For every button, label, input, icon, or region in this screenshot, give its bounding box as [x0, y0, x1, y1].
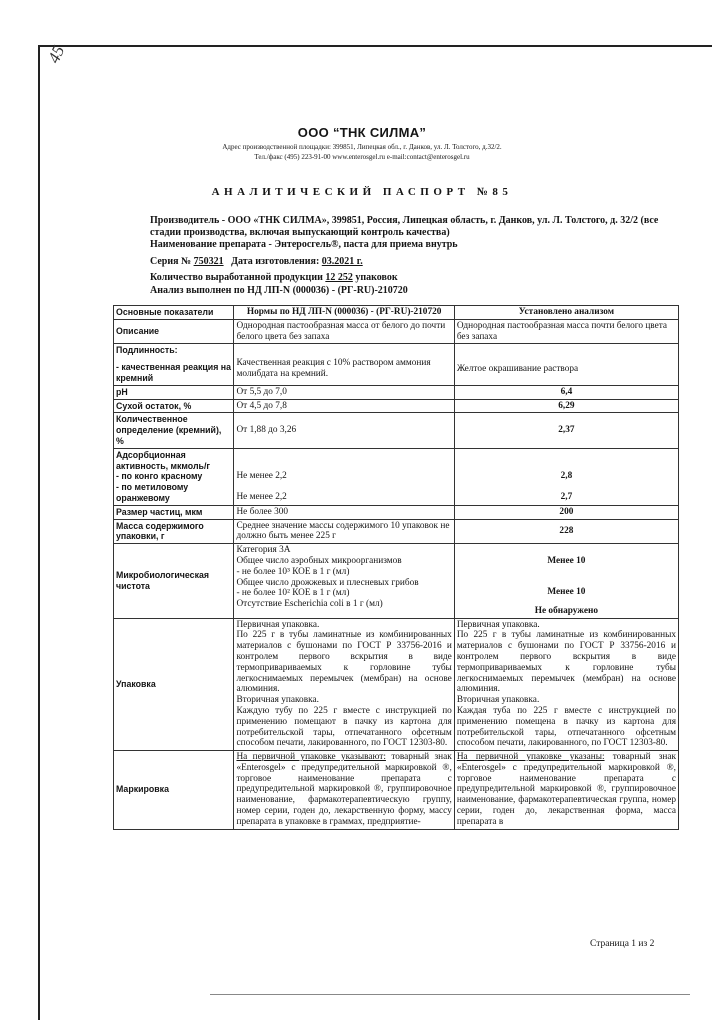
packaging-norm-p1: Первичная упаковка. — [236, 619, 320, 630]
packaging-norm-p4: Каждую тубу по 225 г вместе с инструкцией по применению помещают в пачку из картона для потребительской тары, отпечатанного офсетным способом печати, лакированного, по ГОСТ 12303-80. — [236, 705, 452, 749]
row-description-norm: Однородная пастообразная масса от белого до почти белого цвета без запаха — [234, 319, 454, 344]
packaging-result-p1: Первичная упаковка. — [456, 619, 540, 630]
adsorption-title: Адсорбционная активность, мкмоль/г — [116, 449, 211, 471]
row-adsorption-name — [114, 448, 234, 505]
micro-result-2: Менее 10 — [547, 586, 586, 597]
row-micro-name: Микробиологическая чистота — [114, 544, 234, 618]
table-row — [114, 344, 679, 385]
analysis-line — [150, 285, 670, 297]
row-silicon-norm: От 1,88 до 3,26 — [234, 413, 454, 448]
row-adsorption-norm — [234, 448, 454, 505]
series-label: Серия № — [150, 256, 192, 267]
table-row — [114, 385, 679, 399]
page-frame-bottom — [210, 994, 690, 995]
row-ph-norm: От 5,5 до 7,0 — [234, 385, 454, 399]
row-description-name: Описание — [114, 319, 234, 344]
company-name: ООО “ТНК СИЛМА” — [297, 125, 427, 140]
row-dry-result: 6,29 — [454, 399, 678, 413]
micro-line-3: - не более 10³ КОЕ в 1 г (мл) — [236, 566, 350, 577]
micro-line-5: - не более 10² КОЕ в 1 г (мл) — [236, 588, 350, 599]
marking-norm-text: товарный знак «Enterosgel» с предупредительной маркировкой ®, торговое наименование препарата с предупредительной маркировкой ®, группировочное наименование, фармакотерапевтическую группу, номер серии, годен до, лекарственную форму, массу препарата в упаковке в граммах, предприятие- — [236, 752, 452, 827]
page-number: Страница 1 из 2 — [590, 939, 655, 949]
date-label: Дата изготовления: — [231, 256, 320, 267]
row-dry-name: Сухой остаток, % — [114, 399, 234, 413]
row-marking-name: Маркировка — [114, 751, 234, 830]
row-mass-norm: Среднее значение массы содержимого 10 упаковок не должно быть менее 225 г — [234, 519, 454, 544]
adsorption-congo-label: - по конго красному — [116, 471, 203, 482]
table-row — [114, 448, 679, 505]
table-row — [114, 751, 679, 830]
row-description-result: Однородная пастообразная масса почти белого цвета без запаха — [454, 319, 678, 344]
micro-result-3: Не обнаружено — [534, 605, 599, 616]
adsorption-methyl-result: 2,7 — [560, 491, 573, 502]
series-line — [150, 256, 670, 268]
row-packaging-norm — [234, 618, 454, 751]
row-particle-name: Размер частиц, мкм — [114, 505, 234, 519]
quantity-value: 12 252 — [325, 272, 353, 283]
row-particle-norm: Не более 300 — [234, 505, 454, 519]
row-dry-norm: От 4,5 до 7,8 — [234, 399, 454, 413]
authenticity-subtitle: - качественная реакция на кремний — [116, 362, 231, 383]
micro-line-6: Отсутствие Escherichia coli в 1 г (мл) — [236, 599, 383, 610]
marking-result-text: товарный знак «Enterosgel» с предупредительной маркировкой ®, торговое наименование препарата с предупредительной маркировкой ®, группировочное наименование, фармакотерапевтическая группа, номер серии, годен до, лекарственная форма, масса препарата в — [456, 752, 677, 827]
header-norms: Нормы по НД ЛП-N (000036) - (РГ-RU)-210720 — [234, 306, 454, 320]
header-results: Установлено анализом — [454, 306, 678, 320]
row-packaging-name: Упаковка — [114, 618, 234, 751]
table-row — [114, 544, 679, 618]
table-row — [114, 618, 679, 751]
micro-line-2: Общее число аэробных микроорганизмов — [236, 555, 402, 566]
row-packaging-result — [454, 618, 678, 751]
row-mass-result: 228 — [454, 519, 678, 544]
marking-result-lead: На первичной упаковке указаны: — [456, 752, 605, 763]
adsorption-methyl-label: - по метиловому оранжевому — [116, 482, 189, 503]
packaging-result-p4: Каждая туба по 225 г вместе с инструкцией по применению помещена в пачку из картона для потребительской тары, отпечатанного офсетным способом печати, лакированного, по ГОСТ 12303-80. — [456, 705, 676, 749]
row-marking-norm — [234, 751, 454, 830]
packaging-norm-p3: Вторичная упаковка. — [236, 695, 319, 706]
table-row — [114, 399, 679, 413]
marking-norm-lead: На первичной упаковке указывают: — [236, 752, 386, 763]
row-ph-result: 6,4 — [454, 385, 678, 399]
analysis-table — [113, 305, 679, 830]
manufacturer-value: ООО «ТНК СИЛМА», 399851, Россия, Липецкая область, г. Данков, ул. Л. Толстого, д. 32/2 (все стадии производства, включая выпускающий контроль качества) — [150, 215, 659, 238]
adsorption-methyl-norm: Не менее 2,2 — [236, 491, 287, 502]
product-value: Энтеросгель®, паста для приема внутрь — [274, 239, 458, 250]
handwritten-note: 45 — [44, 42, 69, 67]
micro-result-1: Менее 10 — [547, 556, 586, 567]
row-marking-result — [454, 751, 678, 830]
row-particle-result: 200 — [454, 505, 678, 519]
table-row — [114, 519, 679, 544]
table-header-row — [114, 306, 679, 320]
product-label: Наименование препарата - — [150, 239, 272, 250]
quantity-label: Количество выработанной продукции — [150, 272, 323, 283]
row-authenticity-norm: Качественная реакция с 10% раствором аммония молибдата на кремний. — [234, 344, 454, 385]
table-row — [114, 319, 679, 344]
series-value: 750321 — [193, 256, 224, 267]
passport-title: АНАЛИТИЧЕСКИЙ ПАСПОРТ №85 — [211, 186, 513, 198]
date-value: 03.2021 г. — [321, 256, 363, 267]
manufacturer-line — [150, 215, 670, 239]
row-micro-result — [454, 544, 678, 618]
quantity-line — [150, 272, 670, 284]
row-adsorption-result — [454, 448, 678, 505]
row-authenticity-name — [114, 344, 234, 385]
packaging-norm-p2: По 225 г в тубы ламинатные из комбинированных материалов с бушонами по ГОСТ Р 33756-2016 и контролем первого вскрытия в виде термоприваривaемых к горловине тубы легкоснимаемых перемычек (мембран) на основе алюминия. — [236, 630, 452, 695]
company-contacts: Тел./факс (495) 223-91-00 www.enterosgel.ru e-mail:contact@enterosgel.ru — [254, 153, 470, 161]
manufacturer-label: Производитель - — [150, 215, 226, 226]
quantity-unit: упаковок — [355, 272, 398, 283]
company-address: Адрес производственной площадки: 399851, Липецкая обл., г. Данков, ул. Л. Толстого, д.32/2. — [222, 143, 502, 151]
adsorption-congo-norm: Не менее 2,2 — [236, 470, 287, 481]
micro-line-4: Общее число дрожжевых и плесневых грибов — [236, 577, 419, 588]
row-mass-name: Масса содержимого упаковки, г — [114, 519, 234, 544]
row-ph-name: pH — [114, 385, 234, 399]
authenticity-title: Подлинность: — [116, 345, 178, 356]
product-line — [150, 239, 670, 251]
row-silicon-result: 2,37 — [454, 413, 678, 448]
packaging-result-p3: Вторичная упаковка. — [456, 695, 540, 706]
table-row — [114, 413, 679, 448]
row-micro-norm — [234, 544, 454, 618]
row-authenticity-result: Желтое окрашивание раствора — [454, 344, 678, 385]
table-row — [114, 505, 679, 519]
adsorption-congo-result: 2,8 — [560, 470, 573, 481]
analysis-value: Анализ выполнен по НД ЛП-N (000036) - (РГ-RU)-210720 — [150, 285, 408, 296]
micro-line-1: Категория 3А — [236, 545, 291, 556]
packaging-result-p2: По 225 г в тубы ламинатные из комбинированных материалов с бушонами по ГОСТ Р 33756-2016 и контролем первого вскрытия в виде термоприваривaемых к горловине тубы легкоснимаемых перемычек (мембран) на основе алюминия. — [456, 630, 676, 695]
page-frame-top — [40, 45, 712, 47]
header-indicators: Основные показатели — [114, 306, 234, 320]
row-silicon-name: Количественное определение (кремний), % — [114, 413, 234, 448]
